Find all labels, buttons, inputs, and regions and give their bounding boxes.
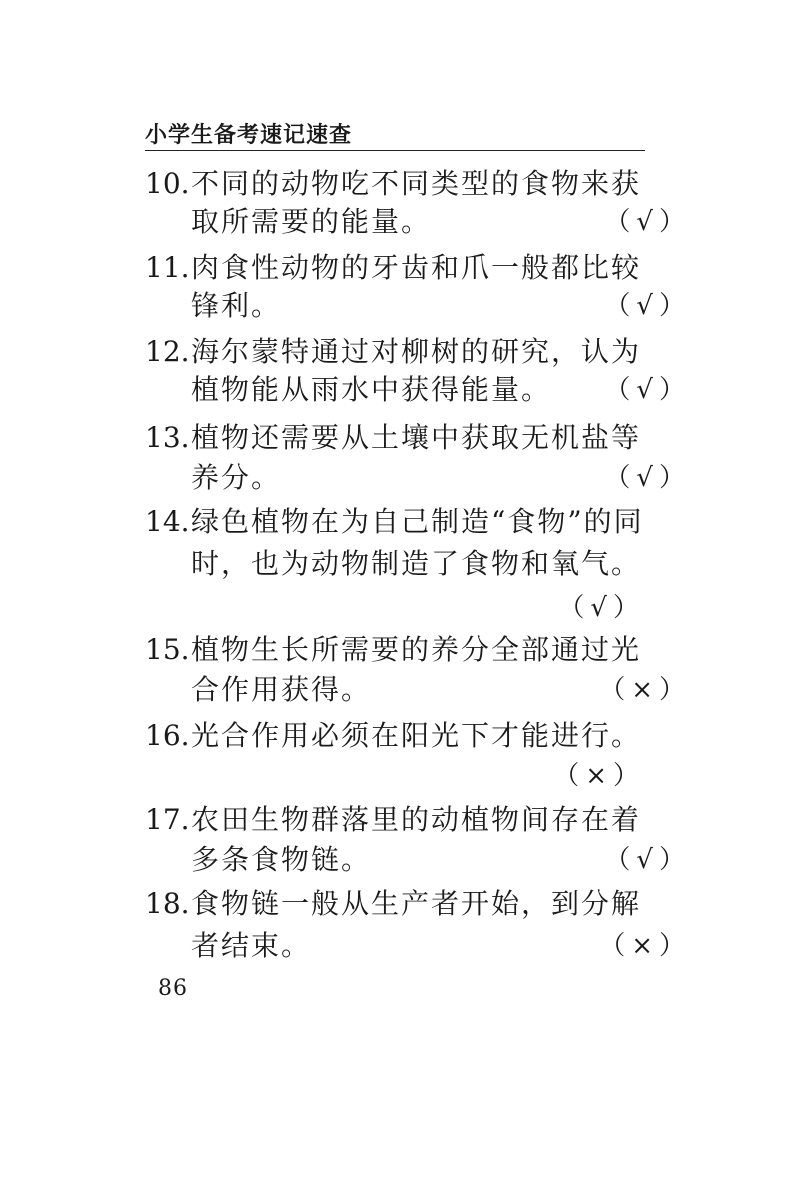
answer-mark: （√） — [604, 463, 691, 493]
item-text: 多条食物链。 — [191, 843, 372, 876]
item-text: 不同的动物吃不同类型的食物来获 — [191, 167, 642, 200]
item-number: 16. — [145, 719, 190, 752]
item-14-line-1 — [145, 504, 645, 540]
item-number: 18. — [145, 887, 190, 920]
item-10-line-2 — [145, 204, 691, 240]
answer-mark: （√） — [558, 593, 645, 623]
item-15-line-2 — [145, 672, 691, 708]
item-11-line-2 — [145, 288, 691, 324]
answer-mark: （√） — [604, 207, 691, 237]
item-14-line-3 — [145, 590, 645, 626]
item-text: 时，也为动物制造了食物和氧气。 — [191, 547, 642, 580]
item-text: 植物能从雨水中获得能量。 — [191, 373, 552, 406]
answer-mark: （√） — [604, 845, 691, 875]
item-12-line-1 — [145, 334, 645, 370]
item-15-line-1 — [145, 632, 645, 668]
item-text: 绿色植物在为自己制造“食物”的同 — [191, 505, 644, 538]
item-text: 养分。 — [191, 461, 282, 494]
answer-mark: （√） — [604, 291, 691, 321]
answer-mark: （×） — [599, 675, 691, 705]
item-text: 光合作用必须在阳光下才能进行。 — [191, 719, 642, 752]
item-text: 锋利。 — [191, 289, 282, 322]
item-12-line-2 — [145, 372, 691, 408]
item-16-line-2 — [145, 758, 645, 794]
answer-mark: （×） — [553, 761, 645, 791]
item-text: 肉食性动物的牙齿和爪一般都比较 — [191, 251, 642, 284]
item-text: 合作用获得。 — [191, 673, 372, 706]
item-10-line-1 — [145, 166, 645, 202]
item-number: 12. — [145, 335, 190, 368]
answer-mark: （×） — [599, 931, 691, 961]
item-number: 11. — [145, 251, 190, 284]
book-header-title: 小学生备考速记速查 — [145, 123, 353, 148]
item-text: 食物链一般从生产者开始，到分解 — [191, 887, 642, 920]
answer-mark: （√） — [604, 375, 691, 405]
header-divider — [145, 150, 645, 151]
item-13-line-2 — [145, 460, 691, 496]
item-number: 15. — [145, 633, 190, 666]
item-16-line-1 — [145, 718, 645, 754]
item-number: 14. — [145, 505, 190, 538]
item-18-line-1 — [145, 886, 645, 922]
item-text: 植物还需要从土壤中获取无机盐等 — [191, 421, 642, 454]
item-14-line-2 — [145, 546, 691, 582]
item-17-line-1 — [145, 802, 645, 838]
item-text: 者结束。 — [191, 929, 312, 962]
item-text: 海尔蒙特通过对柳树的研究，认为 — [191, 335, 642, 368]
page-number: 86 — [158, 976, 188, 1001]
item-text: 农田生物群落里的动植物间存在着 — [191, 803, 642, 836]
item-13-line-1 — [145, 420, 645, 456]
item-number: 13. — [145, 421, 190, 454]
item-text: 植物生长所需要的养分全部通过光 — [191, 633, 642, 666]
item-text: 取所需要的能量。 — [191, 205, 432, 238]
item-11-line-1 — [145, 250, 645, 286]
item-17-line-2 — [145, 842, 691, 878]
item-number: 17. — [145, 803, 190, 836]
item-number: 10. — [145, 167, 190, 200]
item-18-line-2 — [145, 928, 691, 964]
